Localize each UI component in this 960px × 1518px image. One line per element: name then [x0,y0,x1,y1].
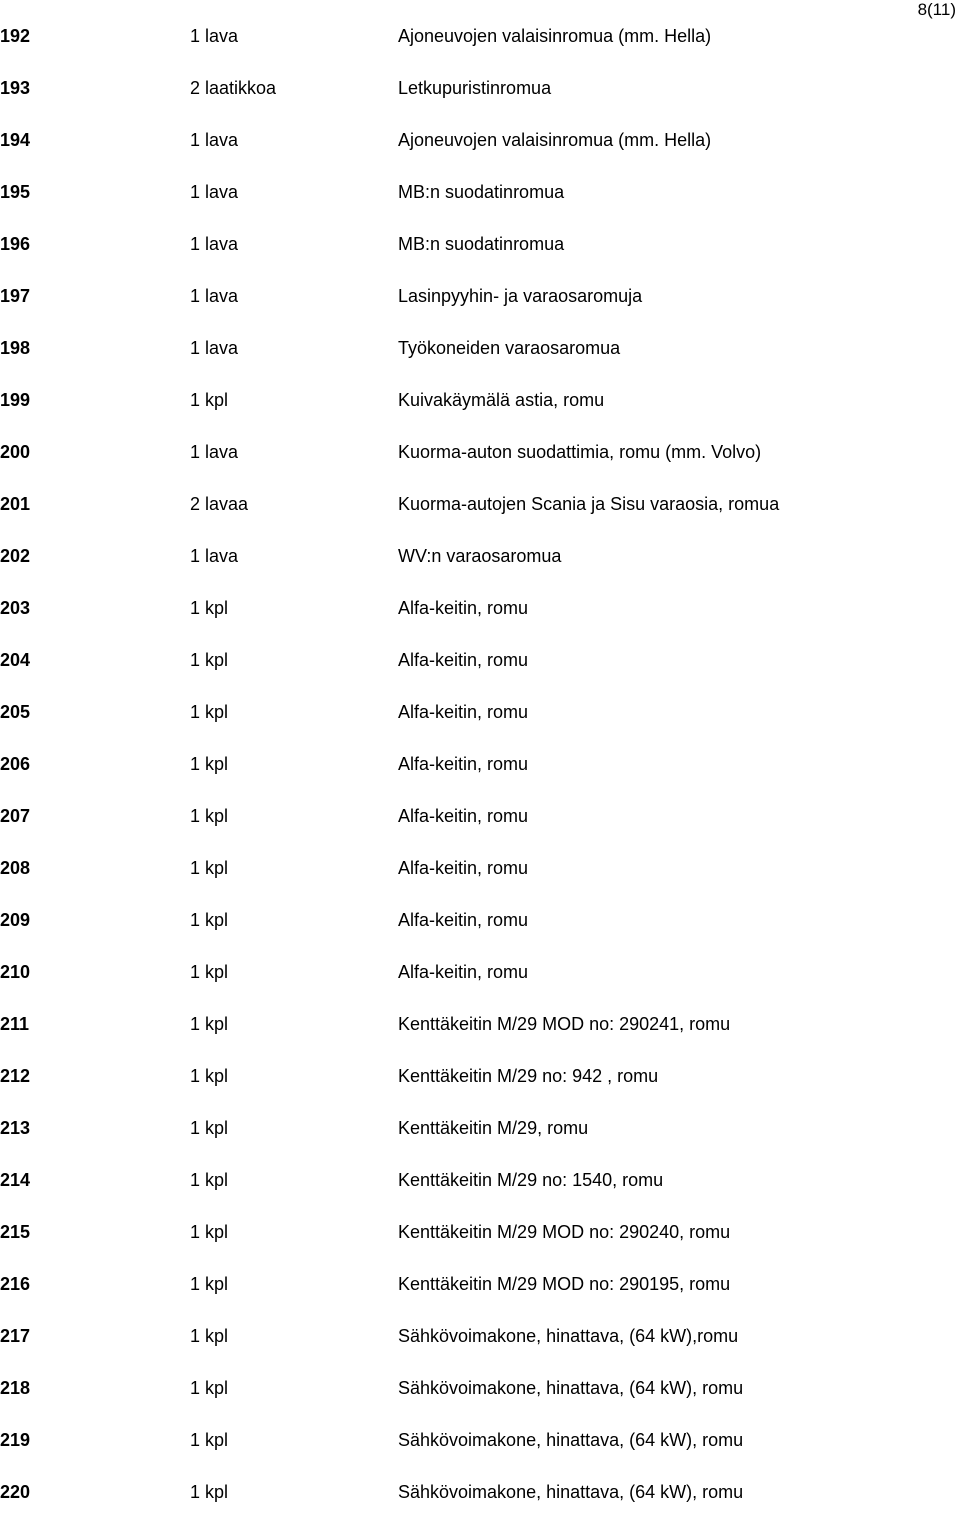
item-description: Letkupuristinromua [398,78,552,98]
item-description: Kuorma-auton suodattimia, romu (mm. Volvo) [398,442,762,462]
item-number: 208 [0,858,31,878]
item-number: 209 [0,910,31,930]
item-number: 211 [0,1014,30,1034]
list-item [0,1362,960,1414]
item-description: Lasinpyyhin- ja varaosaromuja [398,286,643,306]
item-quantity: 1 kpl [190,1378,229,1398]
item-number: 199 [0,390,31,410]
list-item [0,1466,960,1518]
item-description: Kuorma-autojen Scania ja Sisu varaosia, romua [398,494,780,514]
item-number: 194 [0,130,31,150]
item-number: 204 [0,650,31,670]
list-item [0,270,960,322]
item-description: Alfa-keitin, romu [398,754,529,774]
list-item [0,738,960,790]
item-description: Kenttäkeitin M/29 MOD no: 290195, romu [398,1274,731,1294]
list-item [0,998,960,1050]
item-quantity: 1 kpl [190,962,229,982]
page-number: 8(11) [917,0,956,19]
item-number: 213 [0,1118,31,1138]
item-description: Alfa-keitin, romu [398,702,529,722]
item-quantity: 1 kpl [190,910,229,930]
item-description: Kenttäkeitin M/29 MOD no: 290240, romu [398,1222,731,1242]
item-quantity: 1 kpl [190,1014,229,1034]
item-number: 219 [0,1430,31,1450]
item-number: 210 [0,962,31,982]
item-quantity: 1 lava [190,130,239,150]
item-quantity: 1 kpl [190,1274,229,1294]
item-description: Ajoneuvojen valaisinromua (mm. Hella) [398,26,712,46]
item-number: 216 [0,1274,31,1294]
item-description: Kuivakäymälä astia, romu [398,390,605,410]
list-item [0,322,960,374]
list-item [0,114,960,166]
item-description: Sähkövoimakone, hinattava, (64 kW),romu [398,1326,739,1346]
item-description: Ajoneuvojen valaisinromua (mm. Hella) [398,130,712,150]
item-quantity: 1 kpl [190,390,229,410]
list-item [0,374,960,426]
list-item [0,166,960,218]
item-description: Alfa-keitin, romu [398,598,529,618]
item-quantity: 1 kpl [190,702,229,722]
item-description: Työkoneiden varaosaromua [398,338,621,358]
item-number: 196 [0,234,31,254]
item-description: Alfa-keitin, romu [398,910,529,930]
item-quantity: 1 lava [190,182,239,202]
item-quantity: 1 kpl [190,1170,229,1190]
item-quantity: 1 kpl [190,1430,229,1450]
item-list [0,10,960,1518]
item-quantity: 1 lava [190,546,239,566]
item-quantity: 1 lava [190,26,239,46]
list-item [0,894,960,946]
item-description: WV:n varaosaromua [398,546,562,566]
list-item [0,1050,960,1102]
list-item [0,1154,960,1206]
list-item [0,946,960,998]
item-number: 200 [0,442,31,462]
item-quantity: 1 kpl [190,1326,229,1346]
item-quantity: 1 kpl [190,650,229,670]
item-number: 203 [0,598,31,618]
item-number: 215 [0,1222,31,1242]
list-item [0,582,960,634]
item-description: Sähkövoimakone, hinattava, (64 kW), romu [398,1378,744,1398]
item-description: Alfa-keitin, romu [398,650,529,670]
list-item [0,1414,960,1466]
list-item [0,426,960,478]
item-description: Kenttäkeitin M/29 no: 942 , romu [398,1066,659,1086]
item-description: Alfa-keitin, romu [398,962,529,982]
item-number: 217 [0,1326,31,1346]
list-item [0,790,960,842]
list-item [0,1102,960,1154]
list-item [0,218,960,270]
item-number: 205 [0,702,31,722]
list-item [0,634,960,686]
item-number: 214 [0,1170,31,1190]
item-number: 206 [0,754,31,774]
item-description: Alfa-keitin, romu [398,858,529,878]
item-description: Sähkövoimakone, hinattava, (64 kW), romu [398,1430,744,1450]
item-quantity: 1 kpl [190,1482,229,1502]
item-quantity: 1 kpl [190,1222,229,1242]
item-quantity: 1 lava [190,338,239,358]
list-item [0,686,960,738]
item-number: 201 [0,494,31,514]
item-quantity: 1 kpl [190,1118,229,1138]
item-number: 220 [0,1482,31,1502]
item-number: 202 [0,546,31,566]
item-number: 195 [0,182,31,202]
list-item [0,1310,960,1362]
list-item [0,530,960,582]
list-item [0,62,960,114]
item-number: 192 [0,26,31,46]
item-description: Alfa-keitin, romu [398,806,529,826]
item-quantity: 1 kpl [190,598,229,618]
item-description: MB:n suodatinromua [398,234,565,254]
item-description: Kenttäkeitin M/29 MOD no: 290241, romu [398,1014,731,1034]
list-item [0,478,960,530]
item-quantity: 1 lava [190,234,239,254]
item-quantity: 1 kpl [190,858,229,878]
item-number: 197 [0,286,31,306]
list-item [0,1206,960,1258]
item-description: Sähkövoimakone, hinattava, (64 kW), romu [398,1482,744,1502]
item-number: 193 [0,78,31,98]
item-quantity: 1 kpl [190,806,229,826]
item-quantity: 1 lava [190,286,239,306]
list-item [0,10,960,62]
item-quantity: 2 lavaa [190,494,249,514]
item-description: Kenttäkeitin M/29, romu [398,1118,589,1138]
item-number: 207 [0,806,31,826]
item-description: Kenttäkeitin M/29 no: 1540, romu [398,1170,664,1190]
item-quantity: 2 laatikkoa [190,78,277,98]
item-quantity: 1 kpl [190,1066,229,1086]
item-number: 218 [0,1378,31,1398]
item-number: 198 [0,338,31,358]
item-quantity: 1 kpl [190,754,229,774]
item-number: 212 [0,1066,31,1086]
list-item [0,1258,960,1310]
item-quantity: 1 lava [190,442,239,462]
item-description: MB:n suodatinromua [398,182,565,202]
list-item [0,842,960,894]
